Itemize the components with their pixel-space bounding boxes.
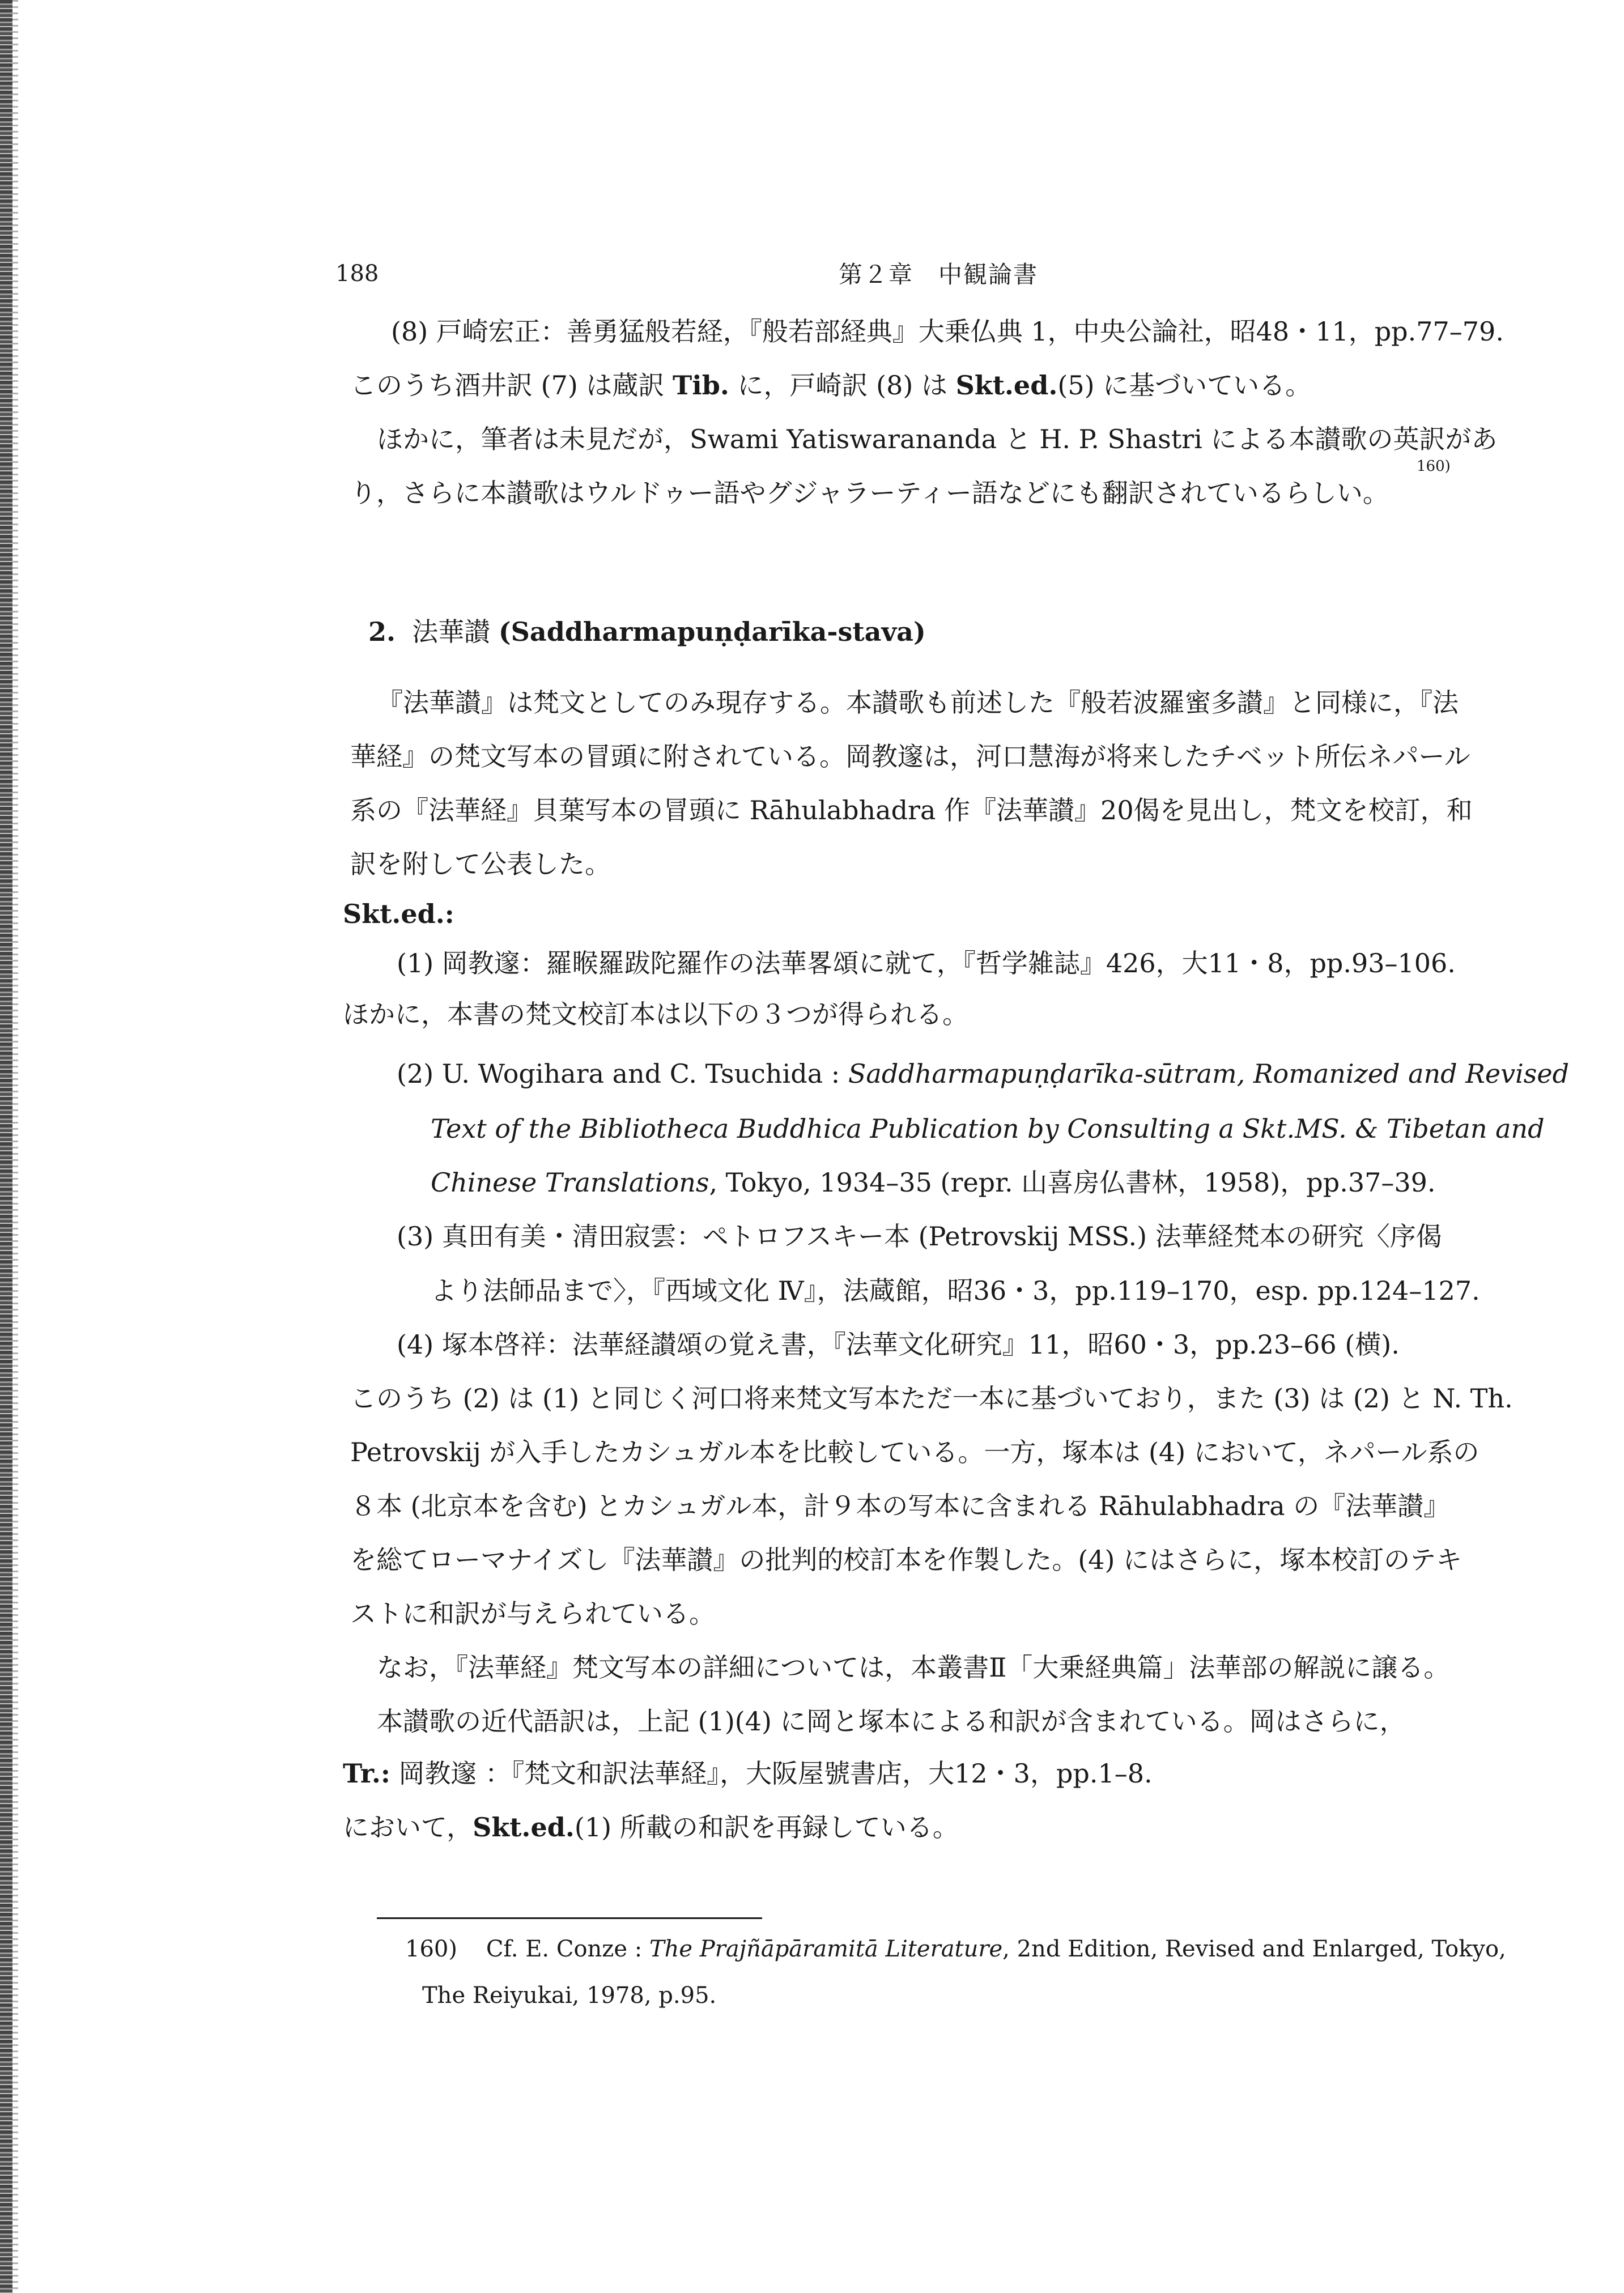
text-line: において，Skt.ed.(1) 所載の和訳を再録している。 — [343, 1812, 959, 1843]
ref-line-1: (1) 岡教邃：羅睺羅跋陀羅作の法華畧頌に就て，『哲学雑誌』426，大11・8，pp.93–106. — [397, 948, 1456, 979]
ref-line-2: (2) U. Wogihara and C. Tsuchida : Saddharmapuṇḍarīka-sūtram, Romanized and Revised — [397, 1058, 1570, 1089]
footnote-cont: The Reiyukai, 1978, p.95. — [422, 1983, 717, 2009]
translation-ref: Tr.: 岡教邃 ：『梵文和訳法華経』，大阪屋號書店，大12・3，pp.1–8. — [343, 1758, 1153, 1789]
text-line: Petrovskij が入手したカシュガル本を比較している。一方，塚本は (4) において，ネパール系の — [350, 1437, 1480, 1467]
text-line: なお，『法華経』梵文写本の詳細については，本叢書Ⅱ「大乗経典篇」法華部の解説に譲る。 — [377, 1652, 1450, 1683]
ref-line-8: (8) 戸崎宏正：善勇猛般若経，『般若部経典』大乗仏典 1，中央公論社，昭48・11，pp.77–79. — [391, 316, 1504, 347]
page-number: 188 — [335, 261, 379, 287]
running-head: 第２章 中観論書 — [839, 261, 1039, 288]
section-heading: 2. 法華讃 (Saddharmapuṇḍarīka-stava) — [368, 616, 926, 647]
footnote: 160) Cf. E. Conze : The Prajñāpāramitā Literature, 2nd Edition, Revised and Enlarged, Tokyo, — [405, 1936, 1506, 1962]
text-line: 系の『法華経』貝葉写本の冒頭に Rāhulabhadra 作『法華讃』20偈を見出し，梵文を校訂，和 — [350, 795, 1473, 826]
footnote-ref: 160) — [1417, 458, 1451, 475]
text-line: ほかに，本書の梵文校訂本は以下の３つが得られる。 — [343, 999, 968, 1029]
text-line: ８本 (北京本を含む) とカシュガル本，計９本の写本に含まれる Rāhulabhadra の『法華讃』 — [350, 1491, 1450, 1521]
text-line: を総てローマナイズし『法華讃』の批判的校訂本を作製した。(4) にはさらに，塚本校訂のテキ — [350, 1545, 1463, 1575]
text-line: 本讃歌の近代語訳は，上記 (1)(4) に岡と塚本による和訳が含まれている。岡はさらに， — [377, 1706, 1406, 1737]
scan-edge-artifact — [0, 0, 12, 2293]
text-line: ほかに，筆者は未見だが，Swami Yatiswarananda と H. P. Shastri による本讃歌の英訳があ — [377, 424, 1498, 454]
text-line: り，さらに本讃歌はウルドゥー語やグジャラーティー語などにも翻訳されているらしい。 — [350, 478, 1389, 508]
text-line: 訳を附して公表した。 — [350, 849, 611, 879]
text-line: 『法華讃』は梵文としてのみ現存する。本讃歌も前述した『般若波羅蜜多讃』と同様に，『法 — [377, 687, 1459, 718]
text-line: このうち酒井訳 (7) は蔵訳 Tib. に，戸崎訳 (8) は Skt.ed.(5) に基づいている。 — [350, 370, 1312, 401]
ref-line-2-cont: Text of the Bibliotheca Buddhica Publication by Consulting a Skt.MS. & Tibetan and — [431, 1113, 1545, 1144]
ref-line-3-cont: より法師品まで〉，『西域文化 Ⅳ』，法蔵館，昭36・3，pp.119–170，esp. pp.124–127. — [431, 1275, 1480, 1306]
text-line: 華経』の梵文写本の冒頭に附されている。岡教邃は，河口慧海が将来したチベット所伝ネパール — [350, 741, 1470, 772]
ref-line-4: (4) 塚本啓祥：法華経讃頌の覚え書，『法華文化研究』11，昭60・3，pp.23–66 (横). — [397, 1329, 1400, 1360]
footnote-rule — [377, 1917, 762, 1919]
text-line: ストに和訳が与えられている。 — [350, 1598, 715, 1629]
ref-line-3: (3) 真田有美・清田寂雲：ペトロフスキー本 (Petrovskij MSS.) 法華経梵本の研究〈序偈 — [397, 1221, 1442, 1252]
scan-edge-artifact-inner — [12, 0, 18, 2293]
text-line: このうち (2) は (1) と同じく河口将来梵文写本ただ一本に基づいており，また (3) は (2) と N. Th. — [350, 1383, 1513, 1414]
skted-label: Skt.ed.: — [343, 899, 454, 929]
ref-line-2-cont: Chinese Translations, Tokyo, 1934–35 (repr. 山喜房仏書林，1958)，pp.37–39. — [431, 1167, 1436, 1198]
